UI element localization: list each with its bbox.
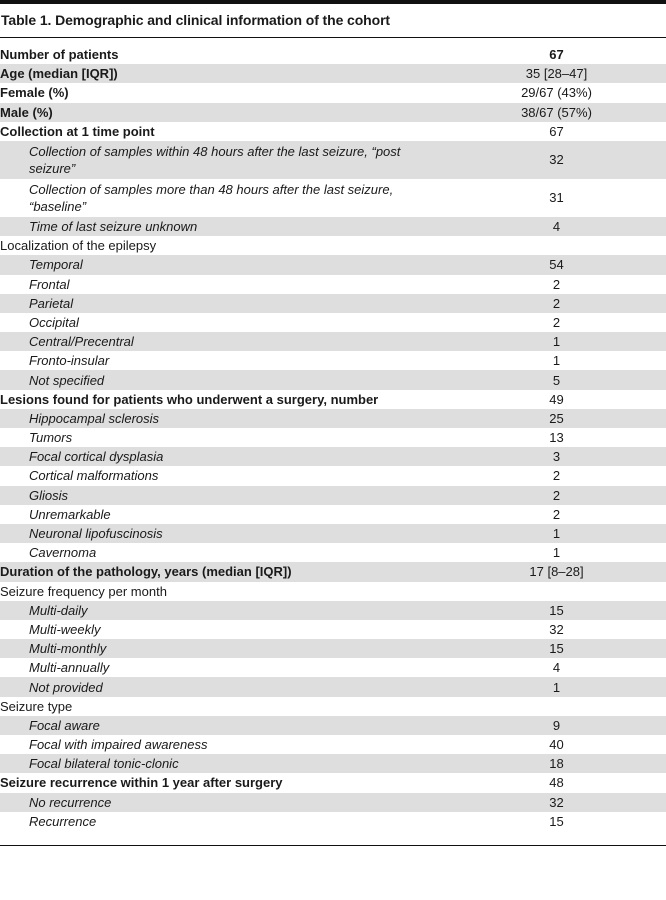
table-row (0, 639, 666, 658)
table-row (0, 236, 666, 255)
row-value: 54 (447, 255, 666, 274)
row-value: 67 (549, 123, 564, 139)
row-value: 2 (552, 506, 561, 522)
row-label: Collection of samples more than 48 hours after the last seizure, “baseline” (29, 181, 394, 214)
row-label: Not specified (0, 370, 447, 389)
row-label: Collection at 1 time point (0, 123, 155, 139)
row-value: 1 (447, 677, 666, 696)
row-value: 1 (447, 524, 666, 543)
row-value: 18 (447, 754, 666, 773)
table-row (0, 83, 666, 102)
row-value: 32 (447, 793, 666, 812)
row-value: 40 (549, 737, 564, 753)
row-label: Fronto-insular (29, 353, 110, 369)
row-label: Central/Precentral (0, 332, 447, 351)
table-row (0, 390, 666, 409)
row-value: 15 (447, 639, 666, 658)
table-row (0, 122, 666, 141)
row-value: 2 (552, 468, 561, 484)
table-row (0, 716, 666, 735)
row-value: 29/67 (43%) (521, 85, 592, 101)
table-row (0, 524, 666, 543)
row-label: Age (median [IQR]) (0, 64, 447, 83)
row-label: Occipital (29, 314, 79, 330)
table-body (0, 45, 666, 831)
table-row (0, 773, 666, 792)
table-row (0, 582, 666, 601)
row-value: 4 (552, 660, 561, 676)
row-label: Lesions found for patients who underwent a surgery, number (0, 391, 379, 407)
row-label: Multi-daily (0, 601, 447, 620)
row-label: Frontal (29, 276, 70, 292)
row-value: 31 (549, 190, 564, 206)
table-row (0, 275, 666, 294)
table-row (0, 620, 666, 639)
row-label: Number of patients (0, 47, 119, 63)
row-label: Unremarkable (29, 506, 111, 522)
row-value: 49 (549, 391, 564, 407)
row-value: 32 (549, 621, 564, 637)
cohort-table (0, 45, 666, 831)
table-row (0, 217, 666, 236)
row-value: 25 (447, 409, 666, 428)
table-row (0, 332, 666, 351)
row-label: Collection of samples within 48 hours after the last seizure, “post seizure” (0, 141, 447, 179)
table-row (0, 141, 666, 179)
table-row (0, 64, 666, 83)
row-label: Localization of the epilepsy (0, 238, 157, 254)
row-label: Multi-annually (29, 660, 110, 676)
table-caption: Table 1. Demographic and clinical information of the cohort (1, 12, 390, 28)
table-row (0, 697, 666, 716)
row-value: 1 (552, 353, 561, 369)
row-label: No recurrence (0, 793, 447, 812)
table-row (0, 735, 666, 754)
table-row (0, 754, 666, 773)
row-value: 4 (447, 217, 666, 236)
row-value: 3 (447, 447, 666, 466)
row-value (447, 697, 666, 716)
row-label: Focal cortical dysplasia (0, 447, 447, 466)
row-value: 2 (447, 294, 666, 313)
row-label: Cavernoma (29, 545, 97, 561)
row-value (447, 582, 666, 601)
table-row (0, 447, 666, 466)
row-value: 15 (447, 601, 666, 620)
table-row (0, 428, 666, 447)
row-label: Hippocampal sclerosis (0, 409, 447, 428)
row-value: 1 (552, 545, 561, 561)
row-label: Recurrence (29, 813, 97, 829)
row-value: 9 (447, 716, 666, 735)
row-label: Seizure type (0, 698, 73, 714)
row-value: 32 (447, 141, 666, 179)
row-label: Temporal (0, 255, 447, 274)
table-row (0, 486, 666, 505)
row-label: Female (%) (0, 85, 69, 101)
row-label: Seizure frequency per month (0, 583, 167, 599)
table-row (0, 793, 666, 812)
row-label: Multi-weekly (29, 621, 101, 637)
row-label: Male (%) (0, 103, 447, 122)
table-row (0, 179, 666, 217)
row-label: Gliosis (0, 486, 447, 505)
row-value: 5 (447, 370, 666, 389)
table-row (0, 543, 666, 562)
row-label: Cortical malformations (29, 468, 159, 484)
table-row (0, 294, 666, 313)
table-row (0, 370, 666, 389)
row-value: 2 (552, 314, 561, 330)
row-value (447, 236, 666, 255)
row-value: 1 (447, 332, 666, 351)
row-value: 38/67 (57%) (447, 103, 666, 122)
row-label: Not provided (0, 677, 447, 696)
row-value: 13 (549, 430, 564, 446)
row-value: 35 [28–47] (447, 64, 666, 83)
row-value: 15 (549, 813, 564, 829)
row-value: 17 [8–28] (447, 562, 666, 581)
table-row (0, 601, 666, 620)
table-row (0, 45, 666, 64)
bottom-rule (0, 845, 666, 846)
row-value: 67 (549, 47, 564, 63)
row-label: Focal bilateral tonic-clonic (0, 754, 447, 773)
row-label: Focal with impaired awareness (29, 737, 208, 753)
table-row (0, 677, 666, 696)
row-label: Time of last seizure unknown (0, 217, 447, 236)
table-row (0, 313, 666, 332)
row-label: Tumors (29, 430, 73, 446)
table-row (0, 812, 666, 831)
table-row (0, 351, 666, 370)
row-label: Focal aware (0, 716, 447, 735)
row-label: Parietal (0, 294, 447, 313)
table-row (0, 255, 666, 274)
table-row (0, 466, 666, 485)
table-row (0, 658, 666, 677)
row-value: 2 (552, 276, 561, 292)
table-row (0, 505, 666, 524)
row-label: Neuronal lipofuscinosis (0, 524, 447, 543)
row-label: Duration of the pathology, years (median [IQR]) (0, 562, 447, 581)
row-value: 2 (447, 486, 666, 505)
table-row (0, 103, 666, 122)
row-label: Seizure recurrence within 1 year after surgery (0, 775, 283, 791)
table-row (0, 409, 666, 428)
row-label: Multi-monthly (0, 639, 447, 658)
row-value: 48 (549, 775, 564, 791)
table-row (0, 562, 666, 581)
